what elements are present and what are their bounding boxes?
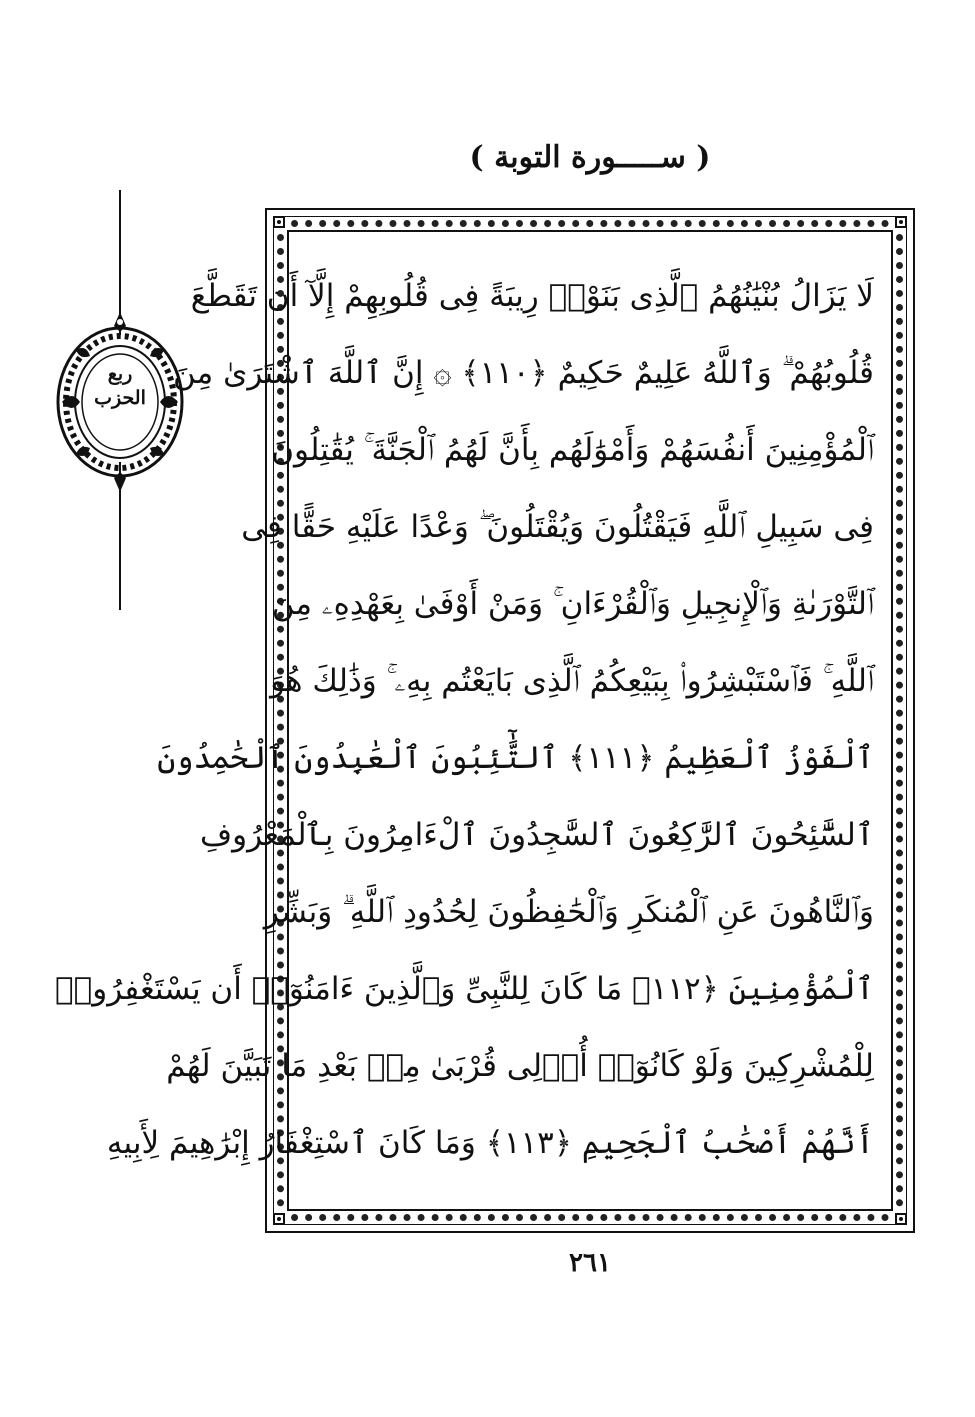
- verse-line: أَنَّهُمْ أَصْحَٰبُ ٱلْجَحِيمِ ﴿١١٣﴾ وَمَا كَانَ ٱسْتِغْفَارُ إِبْرَٰهِيمَ لِأَبِيهِ: [106, 1125, 874, 1161]
- surah-title: ( ســـــورة التوبة ): [469, 140, 711, 175]
- frame-corner-ornament: [895, 216, 907, 228]
- page-number: ٢٦١: [569, 1248, 611, 1278]
- hizb-quarter-label: ربع: [107, 363, 133, 385]
- verse-line: فِى سَبِيلِ ٱللَّهِ فَيَقْتُلُونَ وَيُقْتَلُونَ ۖ وَعْدًا عَلَيْهِ حَقًّا فِى: [241, 509, 874, 545]
- hizb-name-label: الحزب: [94, 387, 146, 409]
- frame-corner-ornament: [895, 1213, 907, 1225]
- verse-line: ٱلْفَوْزُ ٱلْعَظِيمُ ﴿١١١﴾ ٱلتَّٰٓئِبُونَ ٱلْعَٰبِدُونَ ٱلْحَٰمِدُونَ: [157, 740, 874, 776]
- verse-line: وَٱلنَّاهُونَ عَنِ ٱلْمُنكَرِ وَٱلْحَٰفِظُونَ لِحُدُودِ ٱللَّهِ ۗ وَبَشِّرِ: [263, 894, 874, 930]
- verse-line: ٱلتَّوْرَىٰةِ وَٱلْإِنجِيلِ وَٱلْقُرْءَانِ ۚ وَمَنْ أَوْفَىٰ بِعَهْدِهِۦ مِنَ: [271, 586, 874, 622]
- marker-line-bottom: [119, 462, 121, 610]
- frame-corner-ornament: [273, 1213, 285, 1225]
- frame-corner-ornament: [273, 216, 285, 228]
- verse-line: قُلُوبُهُمْ ۗ وَٱللَّهُ عَلِيمٌ حَكِيمٌ ﴿١١٠﴾ ۞ إِنَّ ٱللَّهَ ٱشْتَرَىٰ مِنَ: [173, 355, 874, 391]
- verse-line: ٱللَّهِ ۚ فَٱسْتَبْشِرُوا۟ بِبَيْعِكُمُ ٱلَّذِى بَايَعْتُم بِهِۦ ۚ وَذَٰلِكَ هُوَ: [270, 663, 874, 699]
- verse-line: ٱلْمُؤْمِنِينَ ﴿١١٢﴾ مَا كَانَ لِلنَّبِىِّ وَٱلَّذِينَ ءَامَنُوٓا۟ أَن يَسْتَغْفِرُوا۟: [55, 971, 874, 1007]
- hizb-label-text: [82, 362, 158, 410]
- verse-line: ٱلْمُؤْمِنِينَ أَنفُسَهُمْ وَأَمْوَٰلَهُم بِأَنَّ لَهُمُ ٱلْجَنَّةَ ۚ يُقَٰتِلُونَ: [271, 432, 874, 468]
- verse-line: ٱلسَّٰٓئِحُونَ ٱلرَّٰكِعُونَ ٱلسَّٰجِدُونَ ٱلْءَامِرُونَ بِٱلْمَعْرُوفِ: [200, 817, 874, 853]
- verse-line: لَا يَزَالُ بُنْيَٰنُهُمُ ٱلَّذِى بَنَوْا۟ رِيبَةً فِى قُلُوبِهِمْ إِلَّآ أَن تَقَطَّعَ: [190, 278, 874, 314]
- verse-line: لِلْمُشْرِكِينَ وَلَوْ كَانُوٓا۟ أُو۟لِى قُرْبَىٰ مِنۢ بَعْدِ مَا تَبَيَّنَ لَهُمْ: [166, 1048, 874, 1084]
